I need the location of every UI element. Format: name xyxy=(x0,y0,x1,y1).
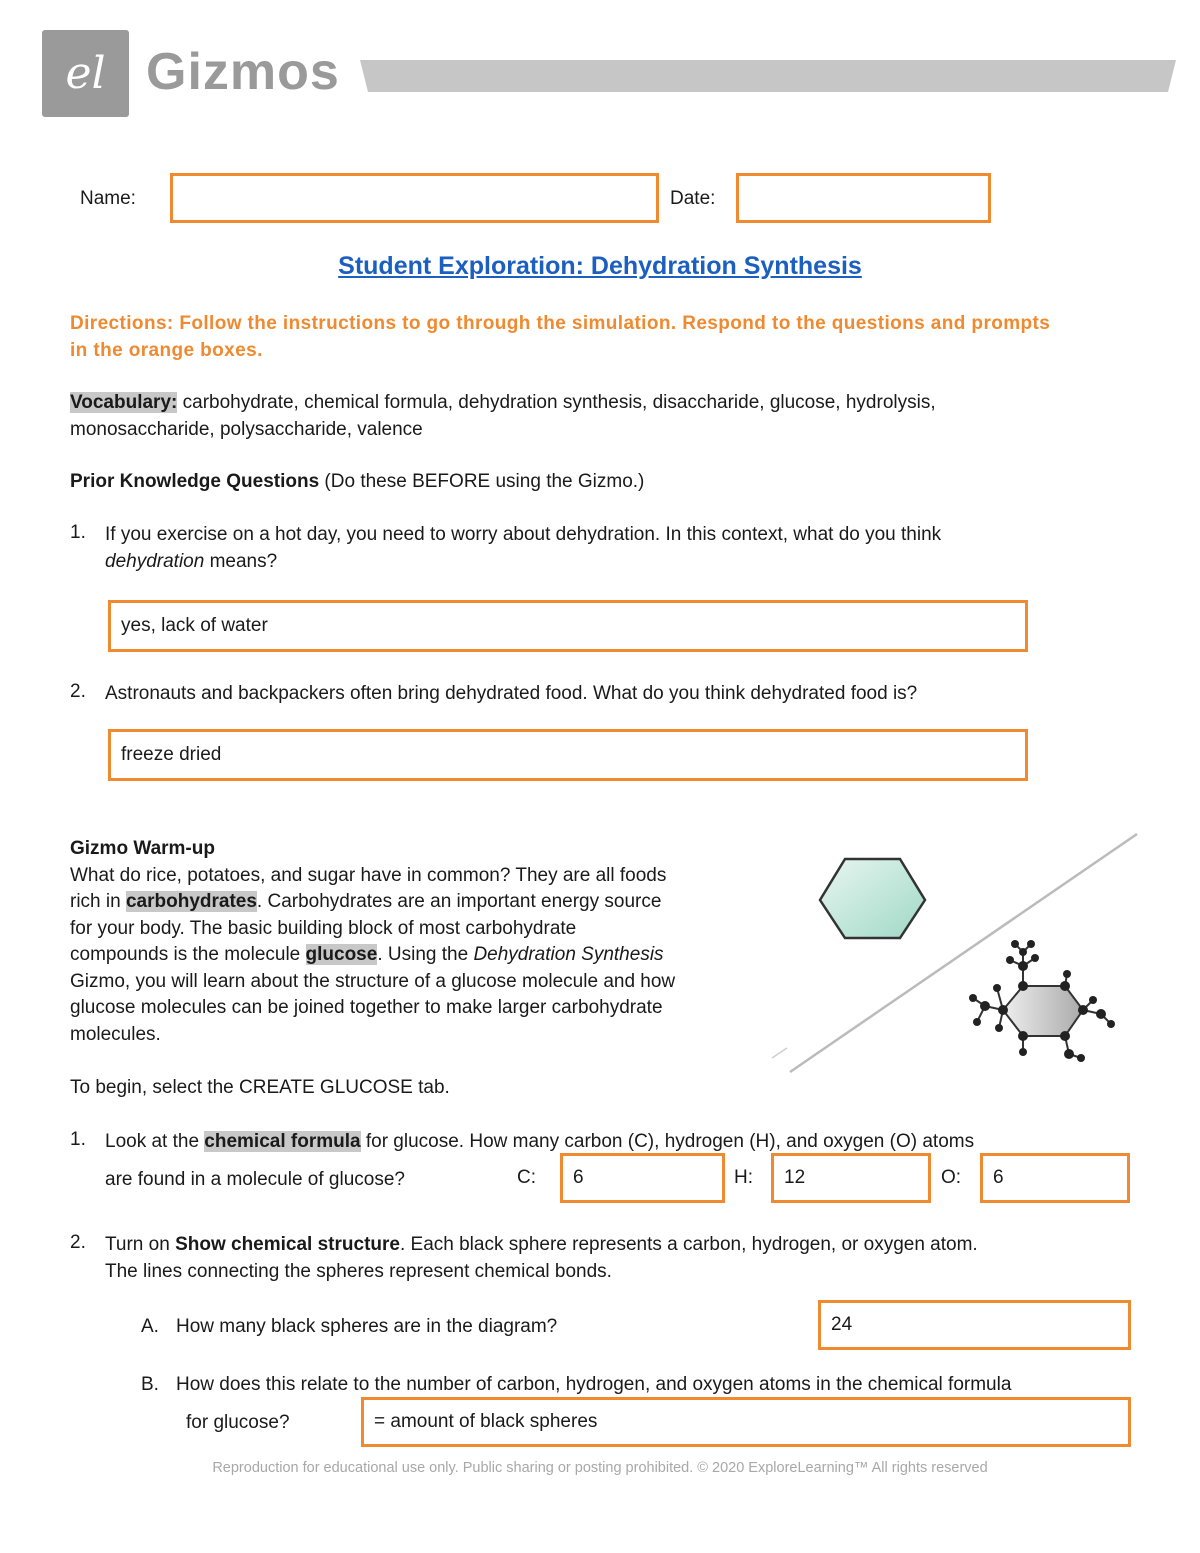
vocabulary-label: Vocabulary: xyxy=(70,392,178,413)
glucose-illustration xyxy=(765,828,1145,1078)
answer-text: = amount of black spheres xyxy=(374,1411,598,1432)
term-carbohydrates: carbohydrates xyxy=(125,891,257,912)
hydrogen-answer-box[interactable] xyxy=(771,1153,931,1203)
subquestion-B-text: How does this relate to the number of carbon, hydrogen, and oxygen atoms in the chemical formula xyxy=(176,1374,1012,1395)
answer-box-prior-1[interactable] xyxy=(108,600,1028,652)
glucose-structure-icon xyxy=(969,940,1115,1062)
hydrogen-label: H: xyxy=(734,1167,753,1188)
answer-text: 6 xyxy=(993,1167,1004,1188)
answer-box-2A[interactable] xyxy=(818,1300,1131,1350)
vocabulary: Vocabulary: carbohydrate, chemical formula, dehydration synthesis, disaccharide, glucose, hydrolysis, monosaccharide, polysaccharide, valence xyxy=(70,392,936,440)
term-chemical-formula: chemical formula xyxy=(204,1131,361,1152)
warmup-question-1-line2: are found in a molecule of glucose? xyxy=(105,1169,405,1190)
name-field[interactable] xyxy=(170,173,659,223)
glucose-hexagon-icon xyxy=(820,859,925,938)
warmup-question-1: Look at the chemical formula for glucose. How many carbon (C), hydrogen (H), and oxygen (O) atoms xyxy=(105,1131,975,1152)
date-field[interactable] xyxy=(736,173,991,223)
answer-text: 12 xyxy=(784,1167,806,1188)
name-label: Name: xyxy=(80,188,136,209)
footer-copyright: Reproduction for educational use only. Public sharing or posting prohibited. © 2020 ExploreLearning™ All rights reserved xyxy=(212,1460,988,1476)
subquestion-B-text-line2: for glucose? xyxy=(186,1412,290,1433)
oxygen-label: O: xyxy=(941,1167,962,1188)
carbon-answer-box[interactable] xyxy=(560,1153,725,1203)
subquestion-A-label: A. xyxy=(141,1316,159,1337)
term-glucose: glucose xyxy=(305,944,378,965)
page-title: Student Exploration: Dehydration Synthesis xyxy=(338,252,862,280)
prior-question-2: Astronauts and backpackers often bring dehydrated food. What do you think dehydrated food is? xyxy=(105,683,918,704)
explorelearning-logo: el xyxy=(42,30,129,117)
answer-text: yes, lack of water xyxy=(121,615,268,636)
answer-text: 24 xyxy=(831,1314,853,1335)
directions-text: Directions: Follow the instructions to go through the simulation. Respond to the questions and prompts in the orange boxes. xyxy=(70,313,1051,361)
header-bar xyxy=(360,60,1176,92)
answer-text: freeze dried xyxy=(121,744,222,765)
subquestion-B-label: B. xyxy=(141,1374,159,1395)
subquestion-A-text: How many black spheres are in the diagram? xyxy=(176,1316,558,1337)
carbon-label: C: xyxy=(517,1167,536,1188)
warmup-section: Gizmo Warm-up What do rice, potatoes, and sugar have in common? They are all foods rich in carbohydrates. Carbohydrates are an important energy source for your body. The basic building block of most carbohydrate compounds is the molecule glucose. Using the Dehydration Synthesis Gizmo, you will learn about the structure of a glucose molecule and how glucose molecules can be joined together to make larger carbohydrate molecules. xyxy=(70,838,676,1045)
gizmos-brand: Gizmos xyxy=(146,43,340,101)
answer-box-prior-2[interactable] xyxy=(108,729,1028,781)
answer-text: 6 xyxy=(573,1167,584,1188)
question-number: 2. xyxy=(70,681,86,702)
question-number: 1. xyxy=(70,522,86,543)
begin-instruction: To begin, select the CREATE GLUCOSE tab. xyxy=(70,1077,450,1098)
question-number: 2. xyxy=(70,1232,86,1253)
warmup-heading: Gizmo Warm-up xyxy=(70,838,215,859)
question-number: 1. xyxy=(70,1129,86,1150)
date-label: Date: xyxy=(670,188,716,209)
warmup-question-2: Turn on Show chemical structure. Each black sphere represents a carbon, hydrogen, or oxygen atom. The lines connecting the spheres represent chemical bonds. xyxy=(105,1234,978,1282)
answer-box-2B[interactable] xyxy=(361,1397,1131,1447)
prior-question-1: If you exercise on a hot day, you need to worry about dehydration. In this context, what do you think dehydration means? xyxy=(105,524,942,572)
oxygen-answer-box[interactable] xyxy=(980,1153,1130,1203)
prior-knowledge-heading: Prior Knowledge Questions (Do these BEFORE using the Gizmo.) xyxy=(70,471,645,492)
